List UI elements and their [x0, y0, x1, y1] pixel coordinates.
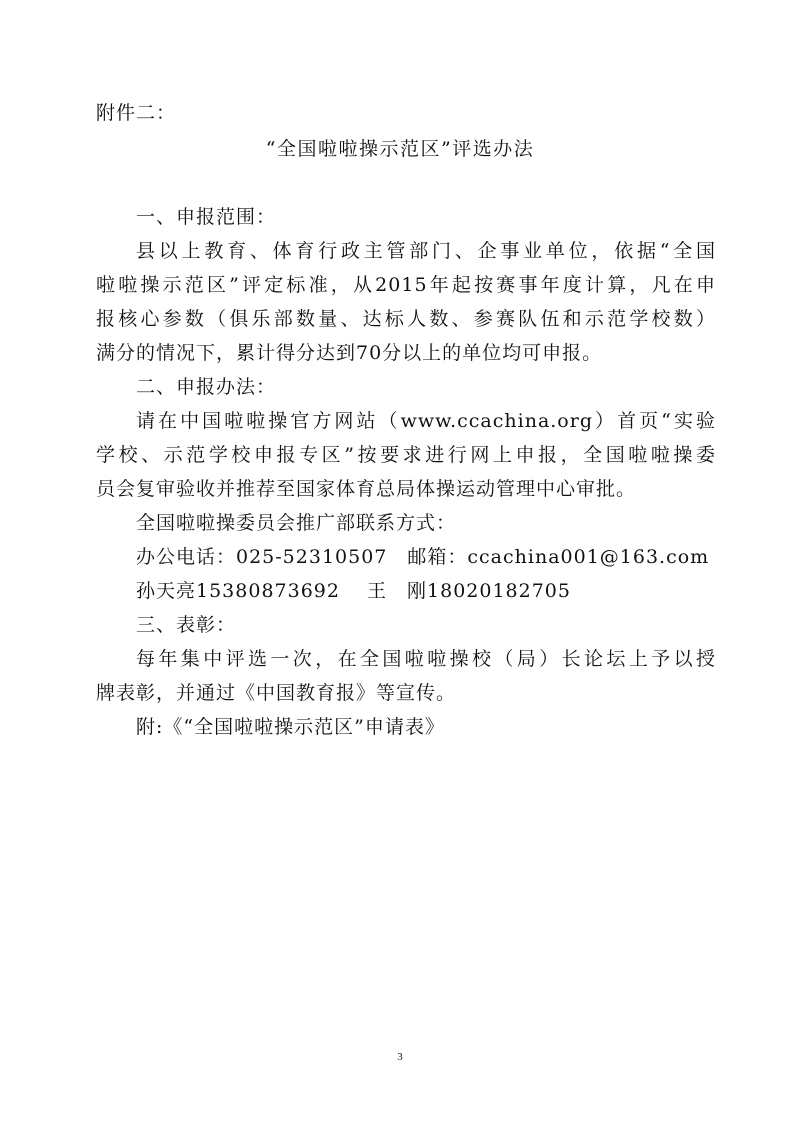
attachment-label: 附件二： — [96, 102, 177, 124]
contact-heading: 全国啦啦操委员会推广部联系方式： — [136, 512, 457, 534]
section-2-line-3: 员会复审验收并推荐至国家体育总局体操运动管理中心审批。 — [96, 478, 637, 500]
contact-people: 孙天亮15380873692 王 刚18020182705 — [136, 580, 571, 602]
section-2-heading: 二、申报办法： — [136, 376, 277, 398]
section-3-line-2: 牌表彰，并通过《中国教育报》等宣传。 — [96, 682, 457, 704]
section-2-line-2: 学校、示范学校申报专区”按要求进行网上申报，全国啦啦操委 — [96, 444, 716, 466]
section-2-line-1: 请在中国啦啦操官方网站（www.ccachina.org）首页“实验 — [136, 410, 716, 432]
appendix-form: 附:《“全国啦啦操示范区”申请表》 — [136, 716, 445, 738]
section-1-line-2: 啦啦操示范区”评定标准，从2015年起按赛事年度计算，凡在申 — [96, 274, 716, 296]
contact-phone-email: 办公电话：025-52310507 邮箱：ccachina001@163.com — [136, 546, 710, 568]
document-title: “全国啦啦操示范区”评选办法 — [265, 138, 535, 160]
section-1-heading: 一、申报范围： — [136, 206, 277, 228]
section-1-line-1: 县以上教育、体育行政主管部门、企事业单位，依据“全国 — [136, 240, 716, 262]
section-1-line-4: 满分的情况下，累计得分达到70分以上的单位均可申报。 — [96, 342, 603, 364]
section-3-heading: 三、表彰： — [136, 614, 237, 636]
page-number: 3 — [397, 1051, 403, 1063]
section-3-line-1: 每年集中评选一次，在全国啦啦操校（局）长论坛上予以授 — [136, 648, 716, 670]
section-1-line-3: 报核心参数（俱乐部数量、达标人数、参赛队伍和示范学校数） — [96, 308, 716, 330]
